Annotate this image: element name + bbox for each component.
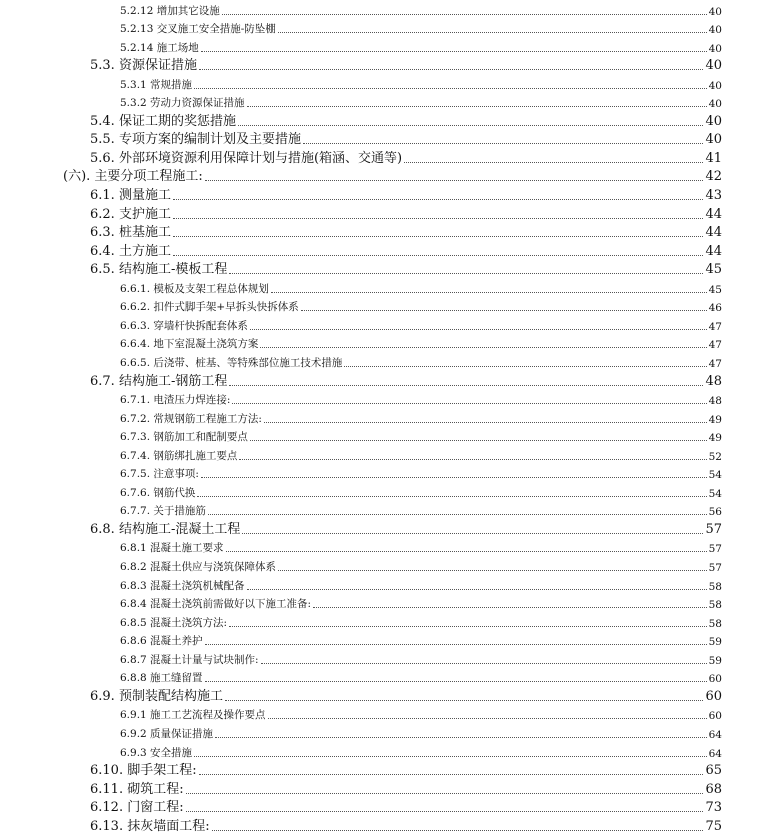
toc-entry-page-number: 40 — [708, 79, 722, 92]
toc-entry[interactable] — [90, 259, 722, 278]
toc-leader-dots — [199, 69, 704, 70]
toc-entry-page-number: 40 — [705, 132, 722, 148]
toc-leader-dots — [194, 88, 707, 89]
toc-entry-page-number: 57 — [708, 543, 722, 556]
toc-leader-dots — [229, 626, 707, 627]
toc-entry-label: 6.13. 抹灰墙面工程: — [90, 818, 210, 834]
toc-entry-label: 6.9.2 质量保证措施 — [120, 727, 214, 740]
toc-leader-dots — [242, 533, 703, 534]
toc-leader-dots — [226, 551, 707, 552]
toc-entry-page-number: 49 — [708, 432, 722, 445]
toc-entry[interactable] — [63, 166, 722, 185]
toc-leader-dots — [205, 180, 704, 181]
toc-entry-label: 6.6.5. 后浇带、桩基、等特殊部位施工技术措施 — [120, 356, 343, 369]
toc-entry-page-number: 57 — [708, 562, 722, 575]
toc-entry[interactable] — [120, 556, 722, 575]
toc-entry-page-number: 40 — [708, 24, 722, 37]
toc-entry-label: 5.2.12 增加其它设施 — [120, 4, 220, 17]
toc-entry-label: 5.5. 专项方案的编制计划及主要措施 — [90, 132, 301, 148]
toc-entry-page-number: 40 — [708, 5, 722, 18]
toc-entry-label: 6.8.5 混凝土浇筑方法: — [120, 616, 228, 629]
toc-entry[interactable] — [120, 333, 722, 352]
toc-entry-page-number: 60 — [705, 688, 722, 704]
toc-leader-dots — [232, 403, 706, 404]
toc-entry-page-number: 44 — [705, 243, 722, 259]
toc-entry-page-number: 43 — [705, 188, 722, 204]
toc-leader-dots — [173, 236, 704, 237]
toc-entry-page-number: 40 — [705, 58, 722, 74]
toc-entry[interactable] — [120, 389, 722, 408]
toc-entry-label: 6.7.3. 钢筋加工和配制要点 — [120, 431, 248, 444]
toc-entry-page-number: 58 — [708, 617, 722, 630]
toc-entry-label: 5.4. 保证工期的奖惩措施 — [90, 113, 236, 129]
toc-leader-dots — [222, 14, 707, 15]
toc-entry-label: 6.5. 结构施工-模板工程 — [90, 262, 228, 278]
toc-entry-page-number: 48 — [705, 373, 722, 389]
toc-entry-page-number: 40 — [708, 42, 722, 55]
toc-leader-dots — [201, 51, 707, 52]
toc-entry[interactable] — [120, 648, 722, 667]
toc-entry-page-number: 44 — [705, 225, 722, 241]
toc-entry-label: 6.9. 预制装配结构施工 — [90, 688, 223, 704]
toc-entry-label: 6.7.4. 钢筋绑扎施工要点 — [120, 449, 238, 462]
toc-entry[interactable] — [90, 760, 722, 779]
toc-entry-page-number: 59 — [708, 654, 722, 667]
toc-entry[interactable] — [120, 277, 722, 296]
toc-leader-dots — [212, 830, 704, 831]
toc-entry-page-number: 59 — [708, 636, 722, 649]
toc-leader-dots — [173, 199, 704, 200]
toc-entry[interactable] — [120, 73, 722, 92]
toc-entry-label: 6.2. 支护施工 — [90, 206, 171, 222]
toc-entry-label: 6.8.4 混凝土浇筑前需做好以下施工准备: — [120, 598, 312, 611]
toc-entry-page-number: 47 — [708, 320, 722, 333]
toc-entry[interactable] — [120, 18, 722, 37]
toc-entry-page-number: 65 — [705, 763, 722, 779]
toc-entry-label: 6.8. 结构施工-混凝土工程 — [90, 521, 241, 537]
toc-entry-label: 6.9.1 施工工艺流程及操作要点 — [120, 709, 266, 722]
toc-leader-dots — [199, 774, 704, 775]
toc-entry-page-number: 56 — [708, 506, 722, 519]
toc-leader-dots — [239, 459, 706, 460]
toc-leader-dots — [250, 440, 707, 441]
toc-entry-page-number: 54 — [708, 487, 722, 500]
toc-entry[interactable] — [90, 518, 722, 537]
toc-entry-page-number: 45 — [705, 262, 722, 278]
toc-entry[interactable] — [90, 147, 722, 166]
toc-leader-dots — [173, 218, 704, 219]
toc-entry-page-number: 40 — [708, 98, 722, 111]
toc-entry[interactable] — [120, 630, 722, 649]
toc-entry-label: 6.8.6 混凝土养护 — [120, 635, 203, 648]
toc-entry-label: 5.3.1 常规措施 — [120, 78, 193, 91]
toc-entry-label: 6.12. 门窗工程: — [90, 800, 184, 816]
toc-entry-page-number: 68 — [705, 781, 722, 797]
toc-entry[interactable] — [120, 500, 722, 519]
toc-entry-label: 6.4. 土方施工 — [90, 243, 171, 259]
toc-entry-page-number: 45 — [708, 283, 722, 296]
toc-entry-page-number: 48 — [708, 395, 722, 408]
toc-entry-page-number: 60 — [708, 673, 722, 686]
toc-entry[interactable] — [120, 537, 722, 556]
toc-entry-label: 6.6.4. 地下室混凝土浇筑方案 — [120, 338, 259, 351]
toc-entry-label: 6.7.5. 注意事项: — [120, 468, 199, 481]
toc-entry[interactable] — [120, 704, 722, 723]
toc-entry-label: 5.6. 外部环境资源利用保障计划与措施(箱涵、交通等) — [90, 150, 403, 166]
toc-entry-page-number: 40 — [705, 113, 722, 129]
toc-leader-dots — [225, 700, 704, 701]
toc-leader-dots — [313, 607, 707, 608]
toc-entry-label: 6.8.1 混凝土施工要求 — [120, 542, 224, 555]
toc-leader-dots — [247, 589, 707, 590]
toc-leader-dots — [205, 644, 707, 645]
toc-entry-label: 6.7. 结构施工-钢筋工程 — [90, 373, 228, 389]
toc-entry[interactable] — [120, 722, 722, 741]
toc-entry[interactable] — [90, 240, 722, 259]
toc-entry[interactable] — [120, 741, 722, 760]
toc-entry[interactable] — [120, 296, 722, 315]
toc-entry[interactable] — [90, 222, 722, 241]
toc-entry-label: 6.7.7. 关于措施筋 — [120, 505, 206, 518]
toc-entry[interactable] — [120, 314, 722, 333]
toc-entry-label: 5.2.14 施工场地 — [120, 41, 199, 54]
toc-leader-dots — [404, 162, 703, 163]
toc-entry[interactable] — [90, 129, 722, 148]
toc-entry-label: 6.10. 脚手架工程: — [90, 763, 197, 779]
toc-leader-dots — [186, 793, 704, 794]
toc-leader-dots — [197, 496, 706, 497]
toc-entry-label: 6.1. 测量施工 — [90, 188, 171, 204]
toc-leader-dots — [271, 292, 707, 293]
toc-entry-page-number: 46 — [708, 302, 722, 315]
toc-entry-page-number: 75 — [705, 818, 722, 834]
toc-entry[interactable] — [90, 110, 722, 129]
toc-leader-dots — [247, 106, 707, 107]
toc-entry[interactable] — [120, 481, 722, 500]
toc-entry-label: 6.7.2. 常规钢筋工程施工方法: — [120, 412, 262, 425]
toc-leader-dots — [238, 125, 704, 126]
toc-entry-page-number: 47 — [708, 339, 722, 352]
toc-entry-page-number: 58 — [708, 599, 722, 612]
toc-leader-dots — [303, 143, 704, 144]
toc-entry[interactable] — [120, 574, 722, 593]
toc-entry-label: 6.6.1. 模板及支架工程总体规划 — [120, 282, 269, 295]
toc-entry-label: 6.6.3. 穿墙杆快拆配套体系 — [120, 319, 248, 332]
toc-entry-page-number: 42 — [705, 169, 722, 185]
toc-entry[interactable] — [90, 685, 722, 704]
toc-leader-dots — [186, 811, 704, 812]
toc-entry[interactable] — [120, 92, 722, 111]
toc-entry-page-number: 47 — [708, 357, 722, 370]
toc-entry-page-number: 44 — [705, 206, 722, 222]
toc-leader-dots — [344, 366, 706, 367]
toc-entry-page-number: 54 — [708, 469, 722, 482]
toc-entry-page-number: 52 — [708, 450, 722, 463]
toc-entry-label: 6.8.7 混凝土计量与试块制作: — [120, 653, 259, 666]
toc-entry[interactable] — [90, 203, 722, 222]
toc-leader-dots — [215, 737, 707, 738]
toc-entry-page-number: 49 — [708, 413, 722, 426]
toc-entry-page-number: 57 — [705, 521, 722, 537]
toc-entry-label: 6.8.3 混凝土浇筑机械配备 — [120, 579, 245, 592]
toc-entry[interactable] — [90, 815, 722, 834]
toc-entry-label: 6.7.1. 电渣压力焊连接: — [120, 394, 231, 407]
toc-entry-page-number: 64 — [708, 747, 722, 760]
toc-entry-page-number: 41 — [705, 150, 722, 166]
toc-entry[interactable] — [90, 55, 722, 74]
toc-entry-label: 6.3. 桩基施工 — [90, 225, 171, 241]
toc-entry[interactable] — [90, 370, 722, 389]
toc-leader-dots — [229, 385, 703, 386]
toc-leader-dots — [250, 329, 707, 330]
toc-leader-dots — [278, 570, 707, 571]
toc-entry[interactable] — [120, 611, 722, 630]
toc-entry-label: 6.9.3 安全措施 — [120, 746, 193, 759]
toc-leader-dots — [173, 255, 704, 256]
toc-leader-dots — [301, 310, 707, 311]
toc-entry-label: 6.8.2 混凝土供应与浇筑保障体系 — [120, 561, 277, 574]
toc-entry-label: (六). 主要分项工程施工: — [63, 169, 203, 185]
toc-leader-dots — [260, 347, 706, 348]
toc-entry[interactable] — [120, 351, 722, 370]
toc-leader-dots — [264, 422, 707, 423]
toc-entry[interactable] — [120, 463, 722, 482]
toc-leader-dots — [194, 756, 707, 757]
toc-entry[interactable] — [120, 0, 722, 18]
toc-entry-label: 6.8.8 施工缝留置 — [120, 672, 203, 685]
toc-entry-label: 5.3.2 劳动力资源保证措施 — [120, 97, 245, 110]
toc-entry-page-number: 60 — [708, 710, 722, 723]
toc-entry-page-number: 64 — [708, 728, 722, 741]
toc-leader-dots — [201, 477, 707, 478]
toc-entry[interactable] — [90, 185, 722, 204]
toc-entry[interactable] — [120, 407, 722, 426]
toc-leader-dots — [278, 32, 707, 33]
toc-entry[interactable] — [120, 36, 722, 55]
toc-leader-dots — [208, 514, 707, 515]
toc-entry-label: 5.2.13 交叉施工安全措施-防坠棚 — [120, 23, 276, 36]
toc-leader-dots — [229, 273, 703, 274]
toc-leader-dots — [268, 718, 707, 719]
toc-entry[interactable] — [90, 778, 722, 797]
toc-entry-label: 6.6.2. 扣件式脚手架+早拆头快拆体系 — [120, 301, 299, 314]
toc-entry-page-number: 58 — [708, 580, 722, 593]
toc-entry[interactable] — [120, 667, 722, 686]
toc-entry[interactable] — [120, 593, 722, 612]
toc-entry-label: 6.11. 砌筑工程: — [90, 781, 184, 797]
toc-leader-dots — [261, 663, 707, 664]
toc-entry[interactable] — [120, 444, 722, 463]
toc-leader-dots — [205, 681, 707, 682]
toc-entry-label: 5.3. 资源保证措施 — [90, 58, 197, 74]
toc-entry-page-number: 73 — [705, 800, 722, 816]
toc-entry[interactable] — [120, 426, 722, 445]
toc-entry[interactable] — [90, 797, 722, 816]
toc-entry-label: 6.7.6. 钢筋代换 — [120, 486, 196, 499]
